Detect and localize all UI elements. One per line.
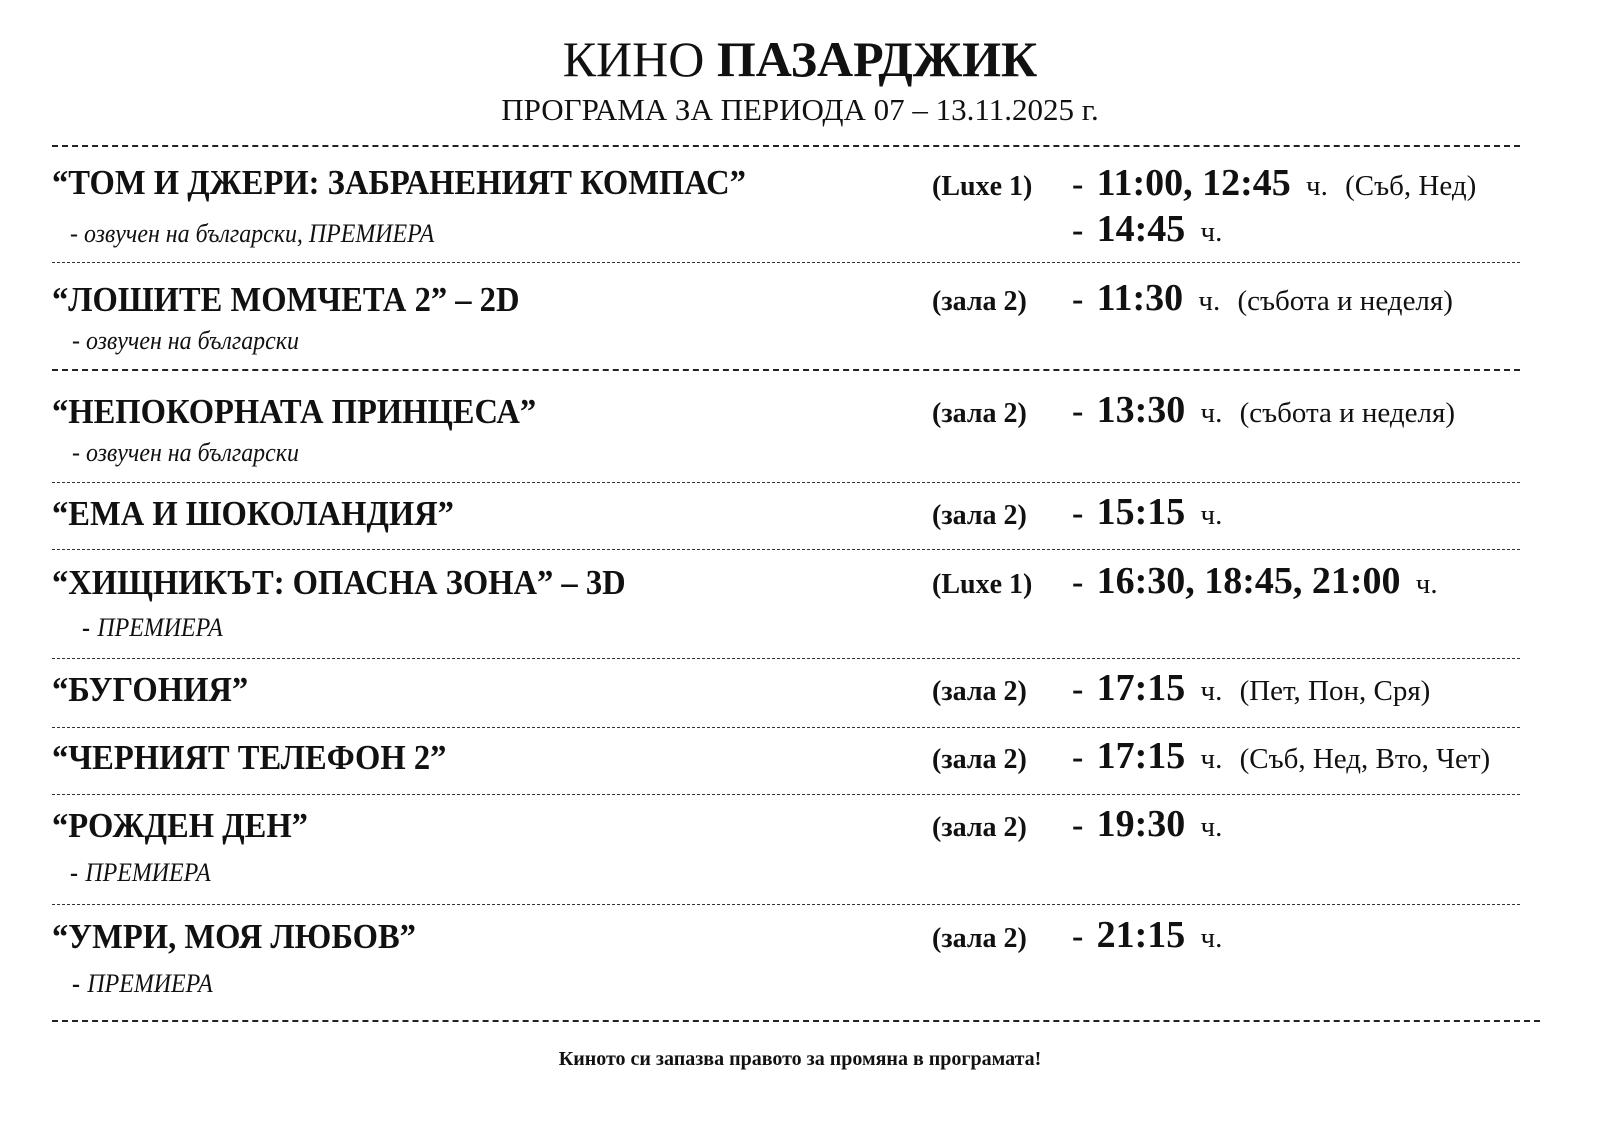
movie-note xyxy=(70,858,211,888)
dash-separator: - xyxy=(1072,671,1084,708)
program-period: ПРОГРАМА ЗА ПЕРИОДА 07 – 13.11.2025 г. xyxy=(501,92,1099,127)
showtimes xyxy=(1072,913,1222,957)
hall-label: (зала 2) xyxy=(932,923,1027,954)
hall-label: (зала 2) xyxy=(932,286,1027,317)
divider xyxy=(52,904,1520,905)
note-dash: - xyxy=(82,613,90,642)
divider xyxy=(52,145,1520,147)
divider xyxy=(52,794,1520,795)
movie-note: - озвучен на български, ПРЕМИЕРА xyxy=(70,219,435,248)
movie-title: “РОЖДЕН ДЕН” xyxy=(52,806,308,845)
movie-title: “ЛОШИТЕ МОМЧЕТА 2” – 2D xyxy=(52,280,520,319)
hall-label: (зала 2) xyxy=(932,676,1027,707)
hall-label: (Luxe 1) xyxy=(932,569,1033,600)
dash-separator: - xyxy=(1072,212,1084,249)
showtimes xyxy=(1072,161,1476,205)
days-note: (Съб, Нед) xyxy=(1345,170,1477,202)
premiere-label: ПРЕМИЕРА xyxy=(87,969,213,998)
showtimes xyxy=(1072,559,1438,603)
showtimes xyxy=(1072,666,1430,710)
divider xyxy=(52,262,1520,263)
dash-separator: - xyxy=(1072,281,1084,318)
showtime-values: 19:30 xyxy=(1096,803,1186,845)
showtime-values: 15:15 xyxy=(1096,491,1186,533)
hours-unit: ч. xyxy=(1200,811,1223,843)
divider xyxy=(52,727,1520,728)
movie-title: “ЧЕРНИЯТ ТЕЛЕФОН 2” xyxy=(52,738,447,777)
hours-unit: ч. xyxy=(1200,216,1223,248)
days-note: (Пет, Пон, Сря) xyxy=(1239,675,1431,707)
showtime-values: 11:00, 12:45 xyxy=(1096,162,1291,204)
dash-separator: - xyxy=(1072,166,1084,203)
movie-note xyxy=(72,969,213,999)
dash-separator: - xyxy=(1072,807,1084,844)
program-disclaimer: Киното си запазва правото за промяна в програмата! xyxy=(558,1048,1042,1070)
premiere-label: ПРЕМИЕРА xyxy=(85,858,211,887)
movie-title: “ТОМ И ДЖЕРИ: ЗАБРАНЕНИЯТ КОМПАС” xyxy=(52,163,746,202)
dash-separator: - xyxy=(1072,495,1084,532)
days-note: (събота и неделя) xyxy=(1237,285,1453,317)
divider xyxy=(52,1020,1540,1022)
hours-unit: ч. xyxy=(1306,170,1328,202)
days-note: (Съб, Нед, Вто, Чет) xyxy=(1239,743,1491,775)
hall-label: (зала 2) xyxy=(932,744,1027,775)
hall-label: (Luxe 1) xyxy=(932,171,1033,202)
hours-unit: ч. xyxy=(1200,675,1223,707)
program-header xyxy=(0,28,1600,128)
showtime-values: 17:15 xyxy=(1096,735,1186,777)
showtime-values: 11:30 xyxy=(1096,277,1184,319)
movie-title: “ЕМА И ШОКОЛАНДИЯ” xyxy=(52,494,454,533)
movie-title: “ХИЩНИКЪТ: ОПАСНА ЗОНА” – 3D xyxy=(52,563,626,602)
divider xyxy=(52,369,1520,371)
showtimes xyxy=(1072,490,1222,534)
movie-note: - озвучен на български xyxy=(72,438,299,467)
note-dash: - xyxy=(70,858,78,887)
cinema-title xyxy=(0,28,1600,90)
hours-unit: ч. xyxy=(1415,568,1438,600)
showtime-values: 21:15 xyxy=(1096,914,1186,956)
showtimes xyxy=(1072,276,1453,320)
days-note: (събота и неделя) xyxy=(1239,397,1455,429)
movie-note: - озвучен на български xyxy=(72,326,299,355)
hours-unit: ч. xyxy=(1200,397,1223,429)
movie-title: “БУГОНИЯ” xyxy=(52,670,249,709)
showtime-values: 14:45 xyxy=(1096,208,1186,250)
showtimes xyxy=(1072,734,1490,778)
hall-label: (зала 2) xyxy=(932,500,1027,531)
divider xyxy=(52,658,1520,659)
showtime-values: 16:30, 18:45, 21:00 xyxy=(1096,560,1401,602)
cinema-title-city: ПАЗАРДЖИК xyxy=(716,31,1038,87)
movie-title: “УМРИ, МОЯ ЛЮБОВ” xyxy=(52,917,416,956)
note-dash: - xyxy=(72,969,80,998)
dash-separator: - xyxy=(1072,393,1084,430)
showtimes xyxy=(1072,388,1455,432)
dash-separator: - xyxy=(1072,739,1084,776)
divider xyxy=(52,549,1520,550)
showtimes xyxy=(1072,207,1222,251)
divider xyxy=(52,482,1520,483)
dash-separator: - xyxy=(1072,918,1084,955)
hours-unit: ч. xyxy=(1200,922,1223,954)
movie-note xyxy=(82,613,223,643)
hall-label: (зала 2) xyxy=(932,812,1027,843)
cinema-title-prefix: КИНО xyxy=(562,31,705,87)
showtimes xyxy=(1072,802,1222,846)
premiere-label: ПРЕМИЕРА xyxy=(97,613,223,642)
hours-unit: ч. xyxy=(1198,285,1221,317)
hours-unit: ч. xyxy=(1200,499,1223,531)
hall-label: (зала 2) xyxy=(932,398,1027,429)
hours-unit: ч. xyxy=(1200,743,1223,775)
showtime-values: 17:15 xyxy=(1096,667,1186,709)
showtime-values: 13:30 xyxy=(1096,389,1186,431)
dash-separator: - xyxy=(1072,564,1084,601)
movie-title: “НЕПОКОРНАТА ПРИНЦЕСА” xyxy=(52,392,537,431)
